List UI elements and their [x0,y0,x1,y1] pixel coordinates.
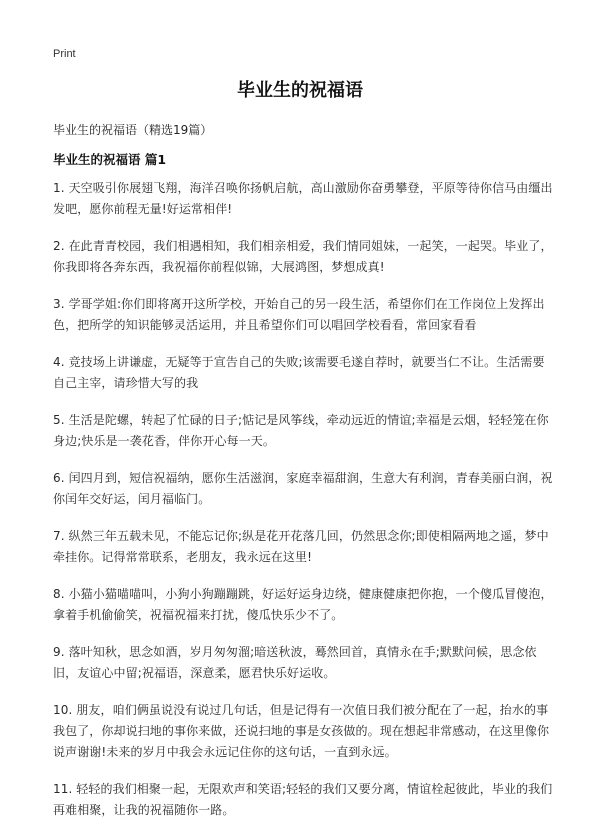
paragraph-9: 9. 落叶知秋，思念如酒，岁月匆匆溜;暗送秋波，蓦然回首，真情永在手;默默问候，思念依旧，友谊心中留;祝福语，深意柔，愿君快乐好运收。 [53,645,537,680]
paragraph-1: 1. 天空吸引你展翅飞翔，海洋召唤你扬帆启航，高山激励你奋勇攀登，平原等待你信马由缰出发吧，愿你前程无量!好运常相伴! [53,181,553,216]
paragraph-2: 2. 在此青青校园，我们相遇相知，我们相亲相爱，我们情同姐妹，一起笑，一起哭。毕业了，你我即将各奔东西，我祝福你前程似锦，大展鸿图，梦想成真! [53,239,553,274]
page-title: 毕业生的祝福语 [237,80,363,101]
paragraph-7: 7. 纵然三年五载未见，不能忘记你;纵是花开花落几回，仍然思念你;即使相隔两地之遥，梦中牵挂你。记得常常联系，老朋友，我永远在这里! [53,529,549,564]
paragraph-6: 6. 闰四月到，短信祝福纳，愿你生活滋润，家庭幸福甜润，生意大有利润，青春美丽白润，祝你闰年交好运，闰月福临门。 [53,471,553,506]
paragraph-10: 10. 朋友，咱们俩虽说没有说过几句话，但是记得有一次值日我们被分配在了一起，抬水的事我包了，你却说扫地的事你来做，还说扫地的事是女孩做的。现在想起非常感动，在这里像你说声谢谢!未来的岁月中我会永远记住你的这句话，一直到永远。 [53,703,550,759]
print-link[interactable]: Print [53,48,76,60]
paragraph-4: 4. 竞技场上讲谦虚，无疑等于宣告自己的失败;该需要毛遂自荐时，就要当仁不让。生活需要自己主宰，请珍惜大写的我 [53,355,545,390]
document-subtitle: 毕业生的祝福语（精选19篇） [53,123,213,137]
paragraph-11: 11. 轻轻的我们相聚一起，无限欢声和笑语;轻轻的我们又要分离，情谊栓起彼此，毕业的我们再难相聚，让我的祝福随你一路。 [53,782,553,817]
paragraph-list [53,178,555,837]
section-heading: 毕业生的祝福语 篇1 [53,152,167,167]
paragraph-5: 5. 生活是陀螺，转起了忙碌的日子;惦记是风筝线，牵动远近的情谊;幸福是云烟，轻轻笼在你身边;快乐是一袭花香，伴你开心每一天。 [53,413,549,448]
paragraph-8: 8. 小猫小猫喵喵叫，小狗小狗蹦蹦跳，好运好运身边绕，健康健康把你抱，一个傻瓜冒傻泡，拿着手机偷偷笑，祝福祝福来打扰，傻瓜快乐少不了。 [53,587,553,622]
paragraph-3: 3. 学哥学姐:你们即将离开这所学校，开始自己的另一段生活，希望你们在工作岗位上发挥出色，把所学的知识能够灵活运用，并且希望你们可以唱回学校看看，常回家看看 [53,297,545,332]
